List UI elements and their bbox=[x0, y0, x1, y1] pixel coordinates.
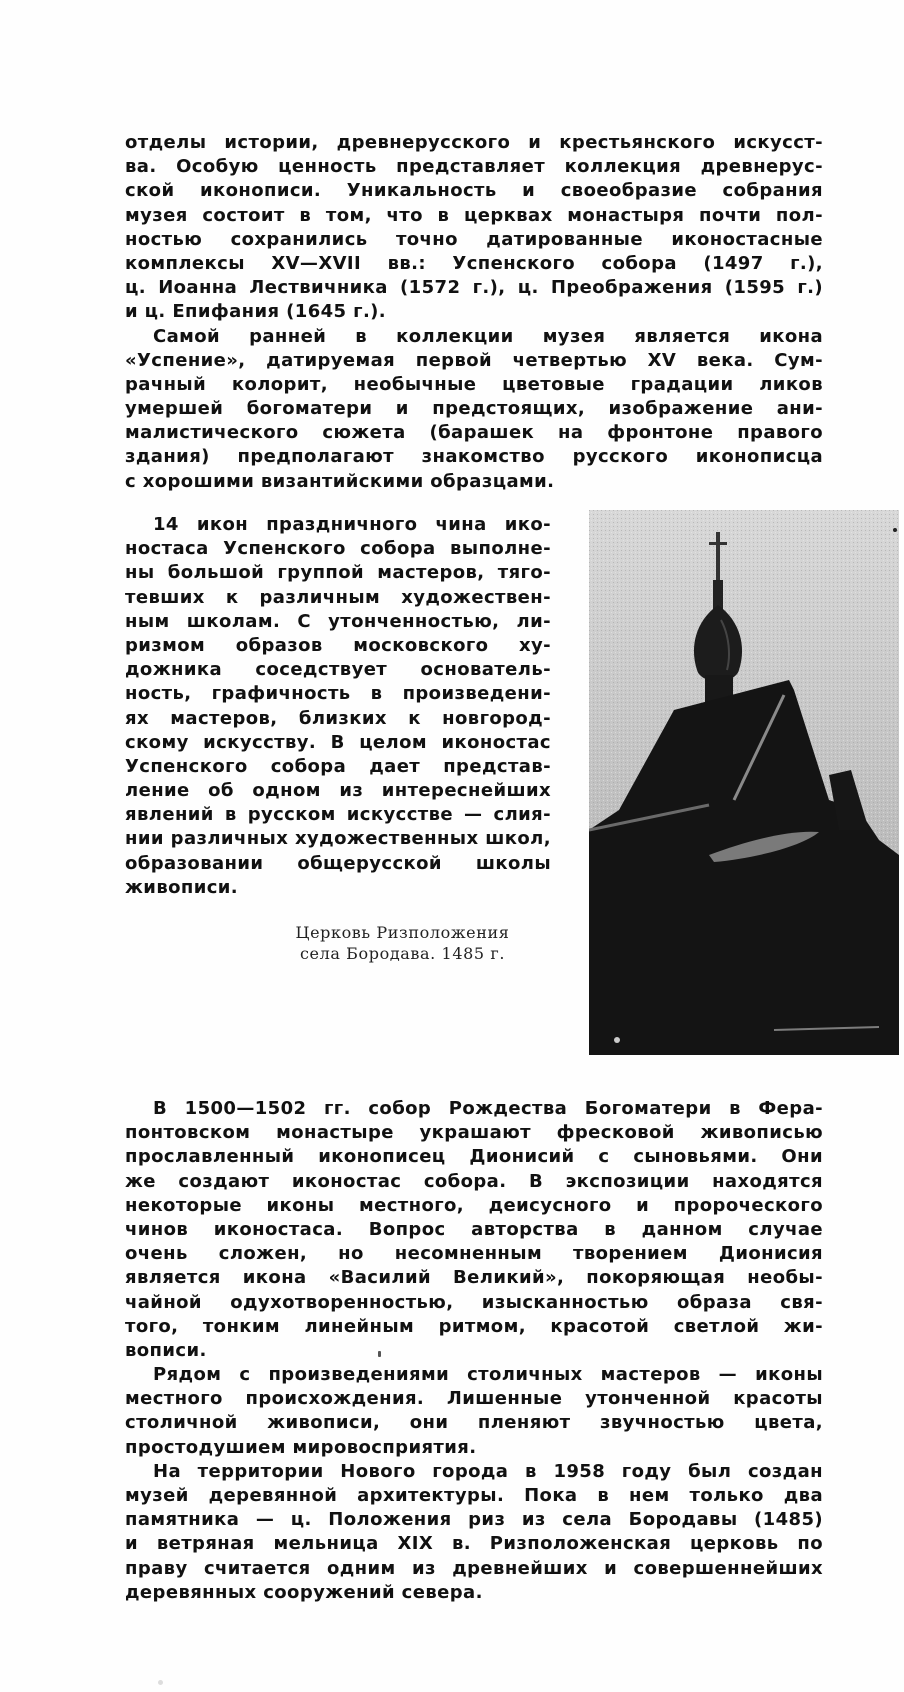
text-line: ской иконописи. Уникальность и своеобразие собрания bbox=[125, 180, 823, 202]
text-line: Самой ранней в коллекции музея является икона bbox=[153, 325, 823, 347]
text-line: прославленный иконописец Дионисий с сыновьями. Они bbox=[125, 1146, 823, 1168]
caption-line: села Бородава. 1485 г. bbox=[299, 944, 506, 963]
text-line: чинов иконостаса. Вопрос авторства в данном случае bbox=[125, 1218, 823, 1240]
text-line: ях мастеров, близких к новгород- bbox=[125, 707, 551, 729]
paragraph-wooden-architecture-museum bbox=[125, 1460, 823, 1605]
church-photo bbox=[589, 510, 899, 1055]
text-line: ва. Особую ценность представляет коллекция древнерус- bbox=[125, 156, 823, 178]
paragraph-museum-departments bbox=[125, 131, 823, 325]
text-line: ностью сохранились точно датированные иконостасные bbox=[125, 228, 823, 250]
text-line: ность, графичность в произведени- bbox=[125, 683, 551, 705]
text-line: деревянных сооружений севера. bbox=[125, 1581, 483, 1603]
text-line: комплексы XV—XVII вв.: Успенского собора (1497 г.), bbox=[125, 252, 823, 274]
print-speck bbox=[158, 1680, 163, 1685]
text-block-top bbox=[125, 131, 823, 494]
paragraph-early-icon bbox=[125, 325, 823, 494]
text-line: и ц. Епифания (1645 г.). bbox=[125, 301, 387, 323]
text-block-bottom bbox=[125, 1097, 823, 1605]
text-line: явлений в русском искусстве — слия- bbox=[125, 804, 551, 826]
text-line: с хорошими византийскими образцами. bbox=[125, 470, 555, 492]
text-line: скому искусству. В целом иконостас bbox=[125, 731, 551, 753]
church-silhouette-image bbox=[589, 510, 899, 1055]
text-line: В 1500—1502 гг. собор Рождества Богоматери в Фера- bbox=[153, 1098, 823, 1119]
text-line: музей деревянной архитектуры. Пока в нем только два bbox=[125, 1485, 823, 1506]
text-line: умершей богоматери и предстоящих, изображение ани- bbox=[125, 398, 823, 420]
text-line: и ветряная мельница XIX в. Ризположенская церковь по bbox=[125, 1533, 823, 1555]
text-line: вописи. bbox=[125, 1339, 207, 1361]
text-line: нии различных художественных школ, bbox=[125, 828, 551, 850]
text-line: местного происхождения. Лишенные утонченной красоты bbox=[125, 1388, 823, 1410]
text-line: малистического сюжета (барашек на фронтоне правого bbox=[125, 422, 823, 444]
paragraph-dionysius bbox=[125, 1097, 823, 1363]
text-line: здания) предполагают знакомство русского иконописца bbox=[125, 446, 823, 468]
text-line: столичной живописи, они пленяют звучностью цвета, bbox=[125, 1412, 823, 1434]
text-line: ление об одном из интереснейших bbox=[125, 780, 551, 802]
text-line: же создают иконостас собора. В экспозиции находятся bbox=[125, 1170, 823, 1192]
text-line: ц. Иоанна Лествичника (1572 г.), ц. Преображения (1595 г.) bbox=[125, 277, 823, 299]
text-line: того, тонким линейным ритмом, красотой светлой жи- bbox=[125, 1315, 823, 1337]
photo-caption bbox=[270, 922, 535, 964]
text-line: образовании общерусской школы bbox=[125, 852, 551, 874]
text-line: На территории Нового города в 1958 году был создан bbox=[153, 1460, 823, 1482]
caption-line: Церковь Ризположения bbox=[295, 923, 510, 942]
text-line: Успенского собора дает представ- bbox=[125, 755, 551, 777]
text-line: памятника — ц. Положения риз из села Бородавы (1485) bbox=[125, 1509, 823, 1531]
text-line: является икона «Василий Великий», покоряющая необы- bbox=[125, 1267, 823, 1289]
paragraph-local-icons bbox=[125, 1363, 823, 1460]
text-line: «Успение», датируемая первой четвертью XV века. Сум- bbox=[125, 349, 823, 371]
text-line: рачный колорит, необычные цветовые градации ликов bbox=[125, 373, 823, 395]
text-line: дожника соседствует основатель- bbox=[125, 659, 551, 681]
text-block-left-column bbox=[125, 513, 551, 900]
text-line: ностаса Успенского собора выполне- bbox=[125, 538, 551, 560]
text-line: музея состоит в том, что в церквах монастыря почти пол- bbox=[125, 204, 823, 226]
text-line: очень сложен, но несомненным творением Дионисия bbox=[125, 1243, 823, 1265]
text-line: Рядом с произведениями столичных мастеров — иконы bbox=[153, 1364, 823, 1386]
text-line: простодушием мировосприятия. bbox=[125, 1436, 477, 1458]
text-line: ны большой группой мастеров, тяго- bbox=[125, 562, 551, 584]
text-line: тевших к различным художествен- bbox=[125, 586, 551, 608]
text-line: отделы истории, древнерусского и крестьянского искусст- bbox=[125, 132, 823, 153]
text-line: ризмом образов московского ху- bbox=[125, 634, 551, 656]
text-line: живописи. bbox=[125, 876, 239, 898]
text-line: ным школам. С утонченностью, ли- bbox=[125, 610, 551, 632]
print-speck bbox=[378, 1351, 381, 1357]
text-line: праву считается одним из древнейших и совершеннейших bbox=[125, 1557, 823, 1579]
text-line: некоторые иконы местного, деисусного и пророческого bbox=[125, 1194, 823, 1216]
text-line: чайной одухотворенностью, изысканностью образа свя- bbox=[125, 1291, 823, 1313]
text-line: понтовском монастыре украшают фресковой живописью bbox=[125, 1122, 823, 1144]
text-line: 14 икон праздничного чина ико- bbox=[153, 514, 551, 535]
paragraph-iconostasis bbox=[125, 513, 551, 900]
